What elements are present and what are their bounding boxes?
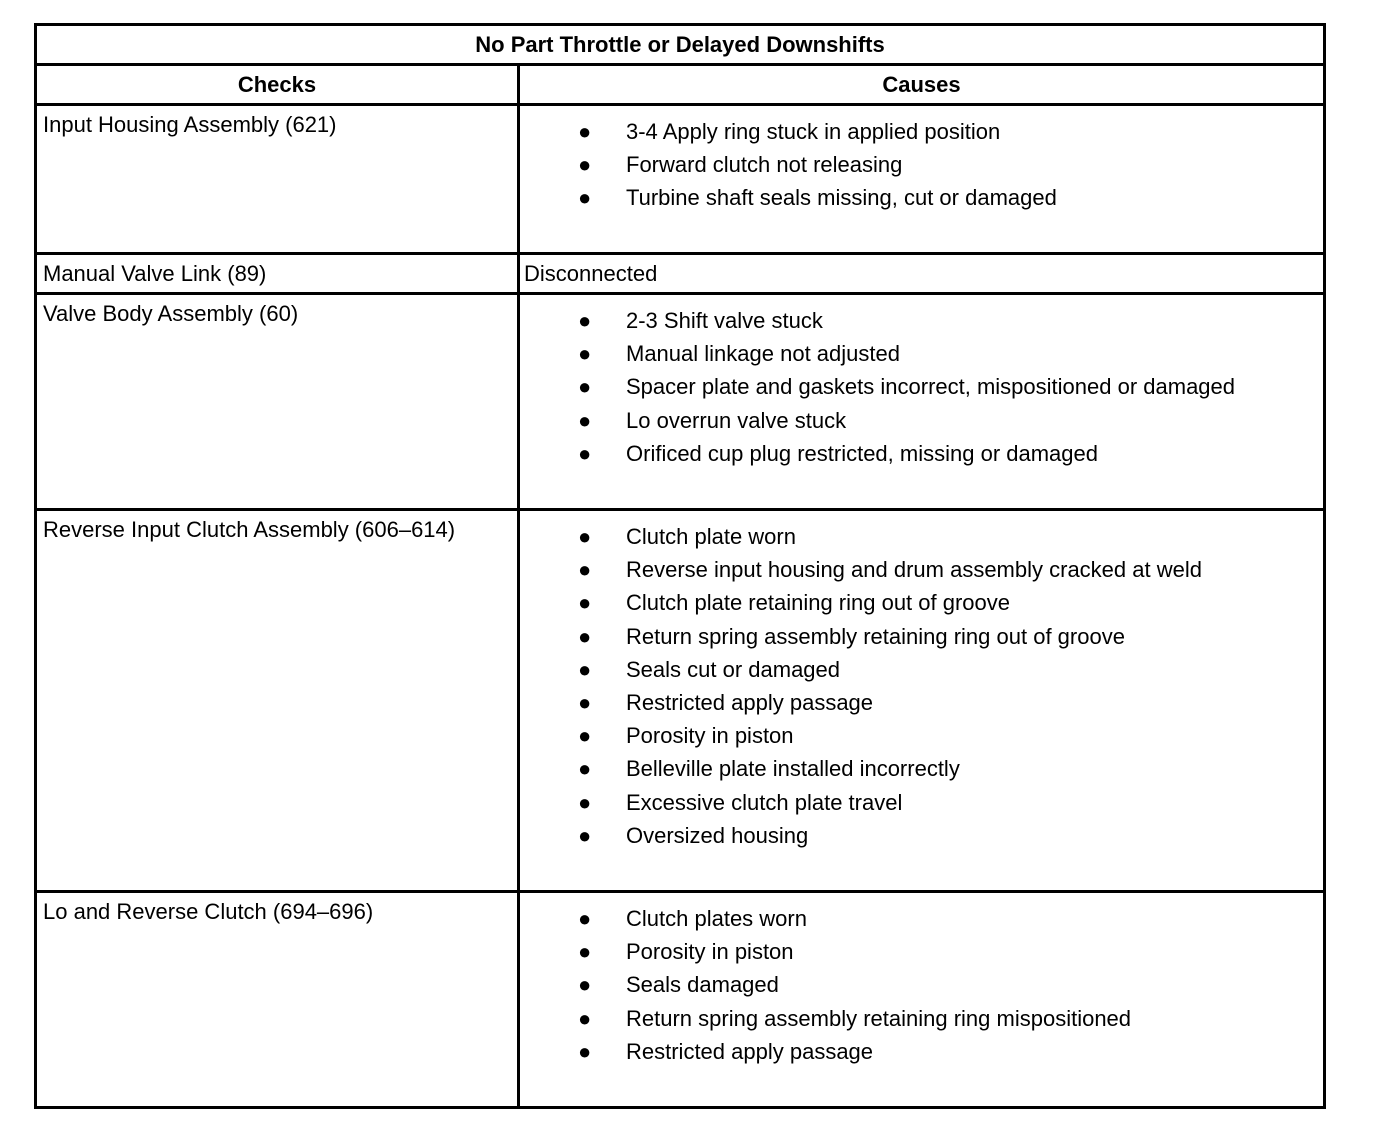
bullet-icon: ● [578,308,592,333]
table-row [36,254,1325,294]
cause-text: 2-3 Shift valve stuck [626,308,823,333]
causes-list [520,511,1323,852]
bullet-icon: ● [578,152,592,178]
cause-text: Lo overrun valve stuck [626,407,847,433]
cause-text: Clutch plate worn [626,524,796,549]
bullet-icon: ● [578,939,592,965]
bullet-icon: ● [578,407,592,433]
cause-item [520,115,1323,148]
bullet-icon: ● [578,1005,592,1031]
cause-item [520,553,1323,586]
bullet-icon: ● [578,822,592,848]
cause-text: Spacer plate and gaskets incorrect, mispositioned or damaged [626,374,1236,400]
cause-item [520,1035,1323,1068]
header-row [36,65,1325,105]
cause-text: Return spring assembly retaining ring mispositioned [626,1005,1132,1031]
cause-item [520,819,1323,852]
causes-cell [519,254,1325,294]
cause-item [520,404,1323,437]
check-label: Reverse Input Clutch Assembly (606–614) [43,517,456,542]
check-label: Input Housing Assembly (621) [43,112,337,137]
bullet-icon: ● [578,689,592,715]
bullet-icon: ● [578,789,592,815]
table-row [36,105,1325,254]
check-cell [36,892,519,1108]
cause-item [520,1002,1323,1035]
causes-list [520,295,1323,470]
cause-text: Disconnected [524,261,658,286]
check-label: Manual Valve Link (89) [43,261,267,286]
cause-text: Reverse input housing and drum assembly cracked at weld [626,557,1202,583]
check-cell [36,254,519,294]
cause-text: Porosity in piston [626,939,794,965]
bullet-icon: ● [578,185,592,211]
cause-item [520,686,1323,719]
table-row [36,892,1325,1108]
causes-cell [519,510,1325,892]
bullet-icon: ● [578,972,592,998]
table-title: No Part Throttle or Delayed Downshifts [36,25,1325,65]
cause-item [520,337,1323,370]
title-row [36,25,1325,65]
cause-item [520,935,1323,968]
cause-item [520,370,1323,403]
cause-text: Restricted apply passage [626,689,874,715]
cause-item [520,586,1323,619]
causes-list [520,893,1323,1068]
table-row [36,510,1325,892]
cause-text: Excessive clutch plate travel [626,789,903,815]
cause-item [520,520,1323,553]
bullet-icon: ● [578,756,592,782]
causes-list [520,106,1323,215]
bullet-icon: ● [578,623,592,649]
bullet-icon: ● [578,374,592,400]
causes-cell [519,892,1325,1108]
cause-text: Oversized housing [626,822,809,848]
bullet-icon: ● [578,440,592,466]
cause-item [520,968,1323,1001]
bullet-icon: ● [578,557,592,583]
bullet-icon: ● [578,723,592,749]
cause-item [520,902,1323,935]
cause-text: Seals damaged [626,972,779,998]
cause-text: Seals cut or damaged [626,656,841,682]
checks-header: Checks [36,65,519,105]
diagnosis-table [34,23,1326,1109]
cause-item [520,148,1323,181]
bullet-icon: ● [578,119,592,144]
cause-item [520,304,1323,337]
cause-item [520,653,1323,686]
cause-item [520,752,1323,785]
check-cell [36,510,519,892]
table-row [36,294,1325,510]
cause-item [520,719,1323,752]
cause-text: Turbine shaft seals missing, cut or damaged [626,185,1057,211]
causes-cell [519,294,1325,510]
cause-text: Porosity in piston [626,723,794,749]
cause-text: Clutch plate retaining ring out of groove [626,590,1011,616]
cause-item [520,437,1323,470]
bullet-icon: ● [578,590,592,616]
cause-item [520,786,1323,819]
causes-cell [519,105,1325,254]
cause-text: Restricted apply passage [626,1038,874,1064]
bullet-icon: ● [578,1038,592,1064]
bullet-icon: ● [578,906,592,931]
check-cell [36,105,519,254]
check-cell [36,294,519,510]
check-label: Valve Body Assembly (60) [43,301,299,326]
bullet-icon: ● [578,341,592,367]
cause-item [520,620,1323,653]
cause-text: 3-4 Apply ring stuck in applied position [626,119,1001,144]
cause-text: Forward clutch not releasing [626,152,903,178]
bullet-icon: ● [578,524,592,549]
cause-text: Manual linkage not adjusted [626,341,900,367]
cause-item [520,181,1323,214]
causes-header: Causes [519,65,1325,105]
cause-text: Orificed cup plug restricted, missing or damaged [626,440,1098,466]
cause-text: Belleville plate installed incorrectly [626,756,960,782]
check-label: Lo and Reverse Clutch (694–696) [43,899,374,924]
cause-text: Return spring assembly retaining ring out of groove [626,623,1125,649]
bullet-icon: ● [578,656,592,682]
cause-text: Clutch plates worn [626,906,807,931]
